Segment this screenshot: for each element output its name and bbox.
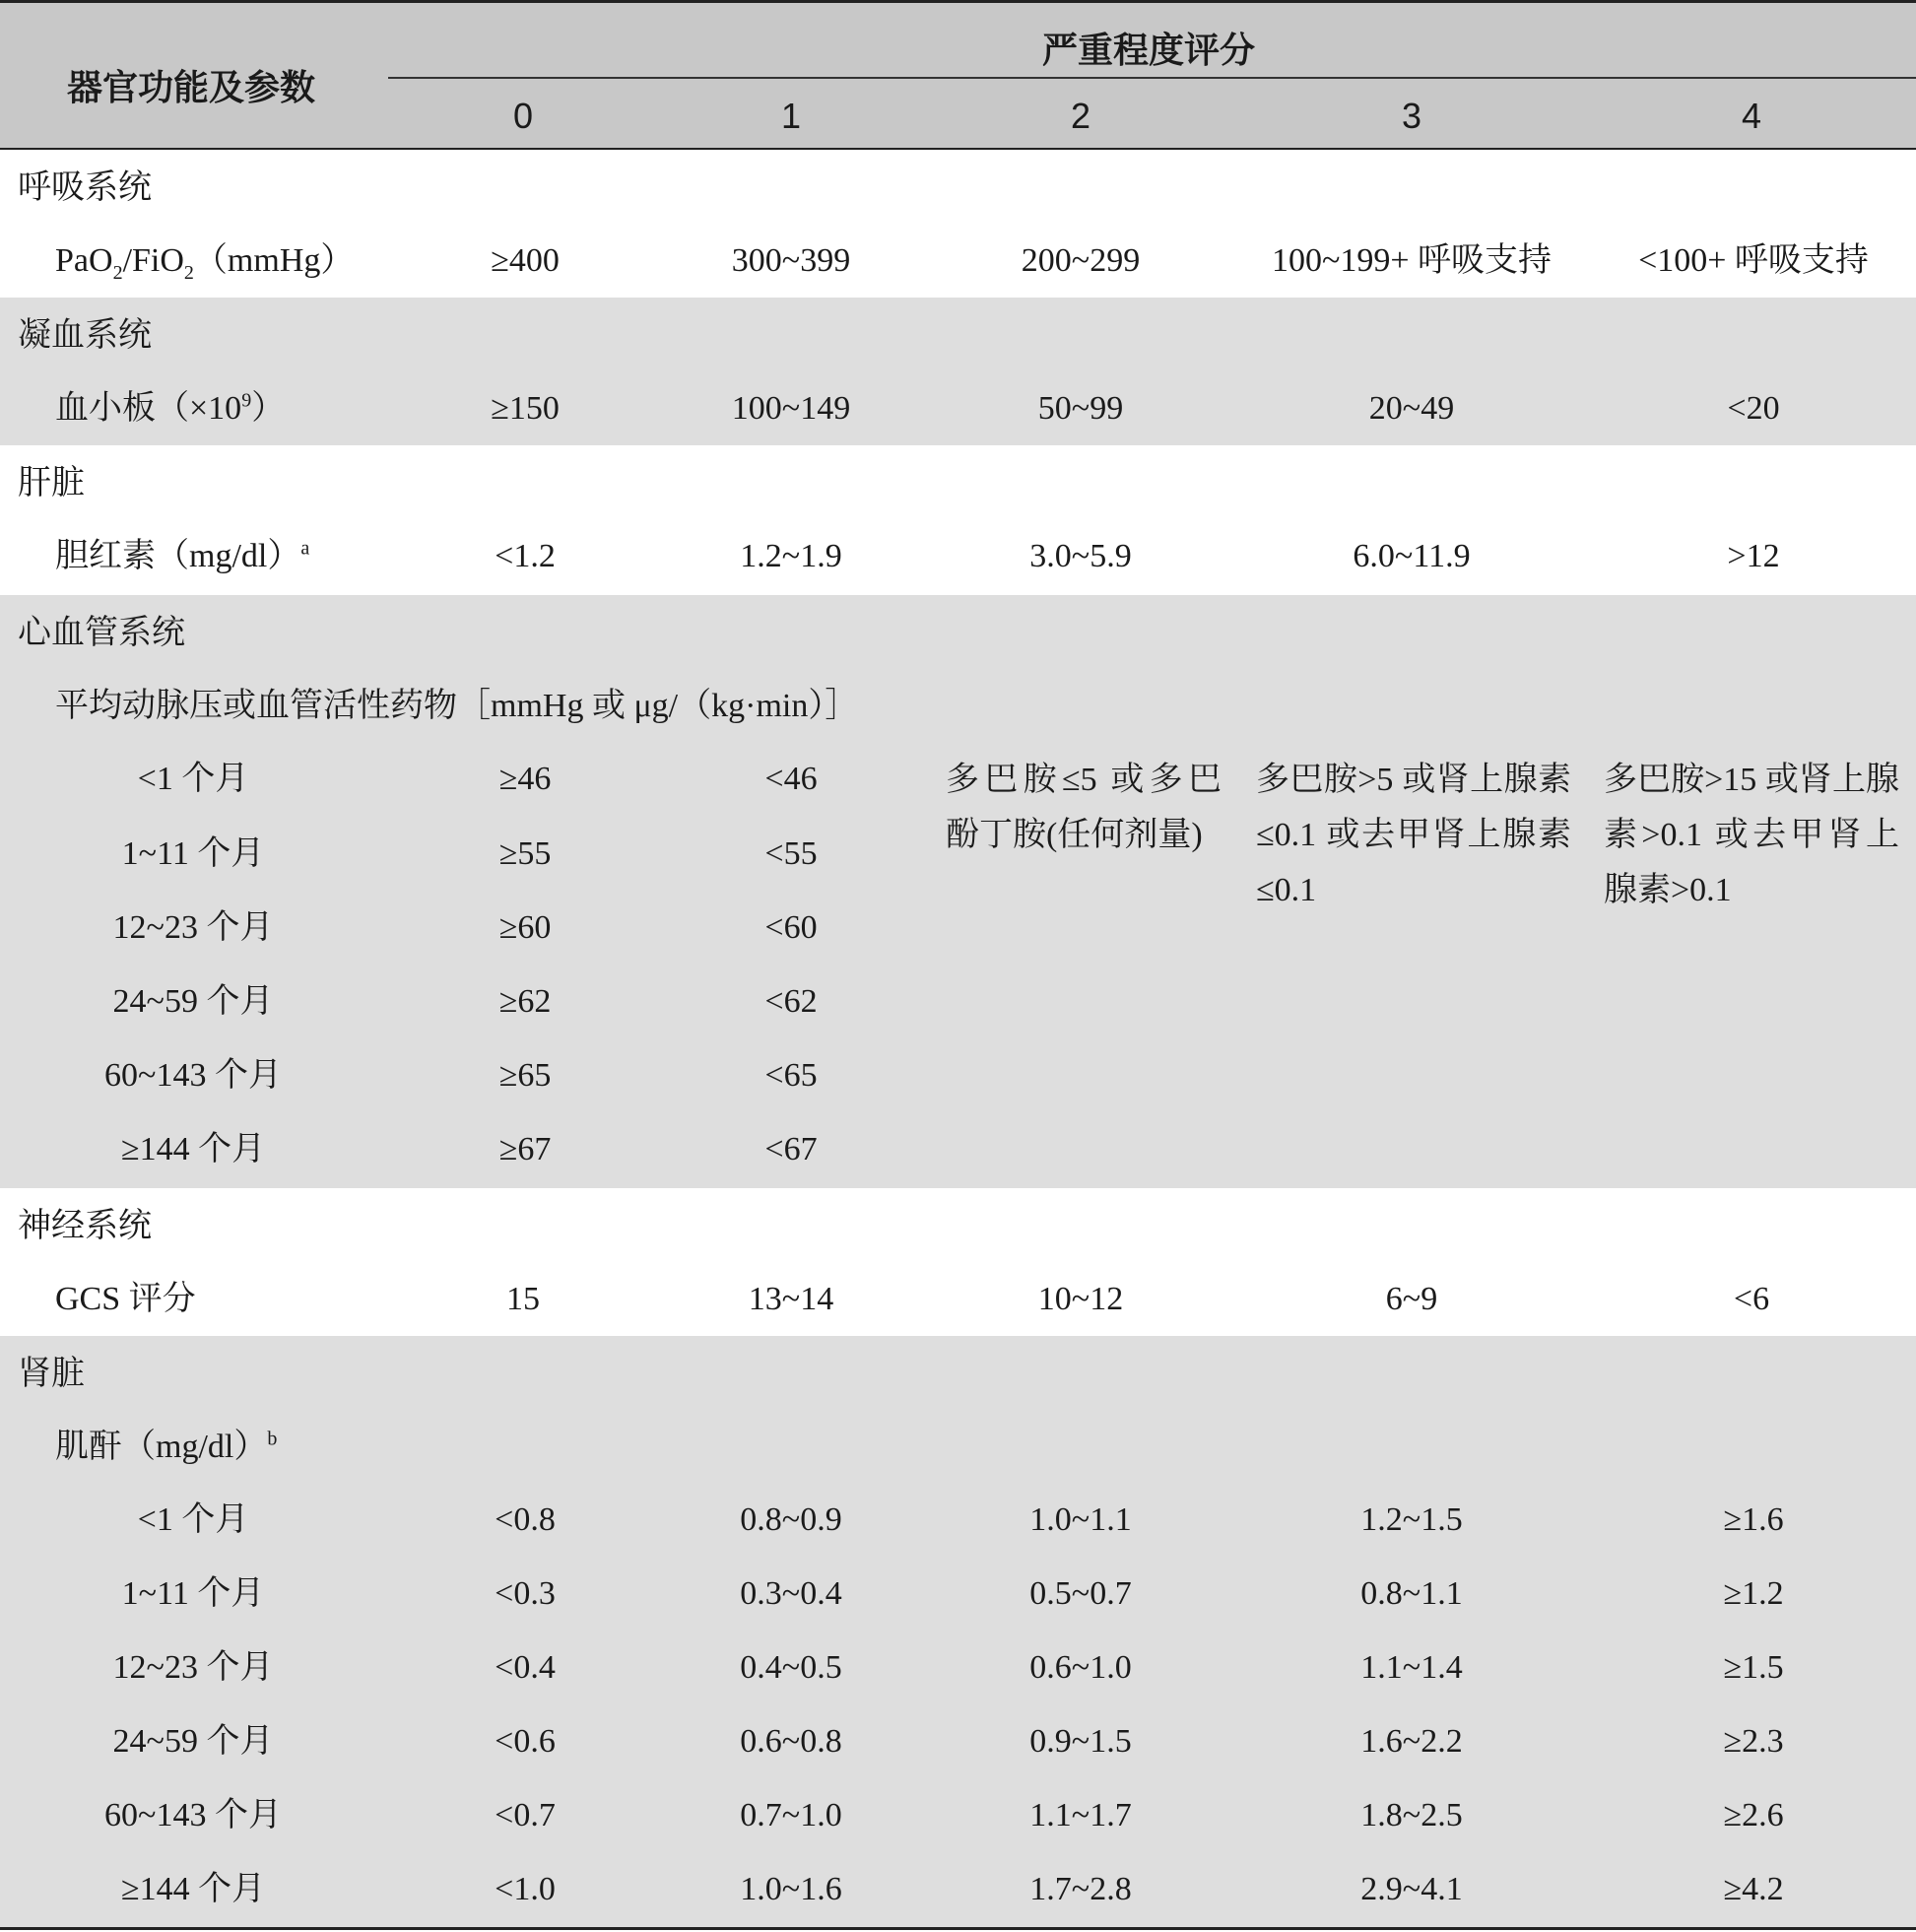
table-cell: 50~99	[1037, 390, 1124, 427]
table-cell: 0.4~0.5	[740, 1649, 842, 1686]
table-cell: ≥65	[498, 1057, 552, 1094]
table-cell: ≥400	[491, 242, 560, 279]
score-group-header: 严重程度评分	[1042, 30, 1256, 70]
table-cell: <1.0	[495, 1871, 556, 1907]
age-label: 24~59 个月	[112, 983, 274, 1020]
table-cell: <0.8	[495, 1501, 556, 1538]
table-cell: <0.4	[495, 1649, 556, 1686]
score-header-4: 4	[1741, 96, 1762, 136]
param-label-creatinine: 肌酐$(mg/dl)^b$	[55, 1428, 278, 1465]
table-cell: 6.0~11.9	[1353, 538, 1471, 574]
table-cell: <100+ 呼吸支持	[1638, 242, 1869, 279]
table-cell: 0.9~1.5	[1029, 1723, 1132, 1760]
table-cell: ≥4.2	[1723, 1871, 1784, 1907]
param-column-header: 器官功能及参数	[67, 67, 316, 107]
group-label-respiratory: 呼吸系统	[18, 169, 152, 206]
table-cell: 1.2~1.5	[1360, 1501, 1463, 1538]
table-cell: 20~49	[1368, 390, 1455, 427]
table-cell: 0.8~0.9	[740, 1501, 842, 1538]
table-cell: <0.6	[495, 1723, 556, 1760]
table-cell: 0.7~1.0	[740, 1797, 842, 1833]
group-label-liver: 肝脏	[18, 465, 85, 501]
table-cell: 0.3~0.4	[740, 1575, 842, 1612]
table-header	[0, 0, 1916, 150]
table-cell: <62	[764, 983, 818, 1020]
table-cell: ≥1.6	[1723, 1501, 1784, 1538]
age-label: 1~11 个月	[121, 1575, 265, 1612]
table-cell: 3.0~5.9	[1029, 538, 1132, 574]
table-cell: ≥55	[498, 835, 552, 872]
table-cell: <46	[764, 761, 818, 797]
table-cell: 13~14	[748, 1281, 834, 1317]
score-header-2: 2	[1070, 96, 1091, 136]
cardio-score-4: 多巴胺>15 或肾上腺素>0.1 或去甲肾上腺素>0.1	[1604, 762, 1899, 908]
liver-section	[0, 445, 1916, 595]
cardiovascular-section	[0, 595, 1916, 1188]
table-bottom-rule	[0, 1927, 1916, 1930]
table-cell: <0.3	[495, 1575, 556, 1612]
age-label: 60~143 个月	[104, 1797, 282, 1833]
table-cell: 1.8~2.5	[1360, 1797, 1463, 1833]
table-cell: <6	[1733, 1281, 1770, 1317]
table-cell: <65	[764, 1057, 818, 1094]
cardio-score-2: 多巴胺≤5 或多巴酚丁胺(任何剂量)	[946, 762, 1222, 853]
table-cell: <20	[1727, 390, 1780, 427]
table-cell: ≥46	[498, 761, 552, 797]
header-divider	[388, 77, 1916, 79]
param-label-platelet: 血小板$(\times 10^9)$	[55, 389, 286, 427]
age-label: 1~11 个月	[121, 835, 265, 872]
table-cell: 1.2~1.9	[740, 538, 842, 574]
table-cell: 0.6~0.8	[740, 1723, 842, 1760]
table-cell: 100~199+ 呼吸支持	[1271, 242, 1553, 279]
neuro-section	[0, 1188, 1916, 1336]
table-cell: ≥62	[498, 983, 552, 1020]
table-cell: ≥2.3	[1723, 1723, 1784, 1760]
table-cell: 0.6~1.0	[1029, 1649, 1132, 1686]
age-label: <1 个月	[137, 761, 249, 797]
table-cell: 100~149	[731, 390, 851, 427]
age-label: 12~23 个月	[112, 1649, 274, 1686]
table-cell: ≥1.5	[1723, 1649, 1784, 1686]
table-cell: 2.9~4.1	[1360, 1871, 1463, 1907]
table-cell: ≥1.2	[1723, 1575, 1784, 1612]
table-cell: ≥67	[498, 1131, 552, 1167]
table-cell: <60	[764, 909, 818, 946]
table-cell: <67	[764, 1131, 818, 1167]
table-cell: 1.1~1.4	[1360, 1649, 1463, 1686]
param-label-gcs: GCS 评分	[55, 1281, 196, 1317]
coagulation-section	[0, 298, 1916, 445]
param-label-pao2-fio2: PaO$_2$/FiO$_2$（mmHg）	[55, 242, 355, 284]
age-label: 60~143 个月	[104, 1057, 282, 1094]
table-cell: ≥2.6	[1723, 1797, 1784, 1833]
table-cell: 300~399	[731, 242, 851, 279]
table-cell: 6~9	[1385, 1281, 1438, 1317]
table-cell: ≥150	[491, 390, 560, 427]
table-cell: 0.5~0.7	[1029, 1575, 1132, 1612]
table-cell: 1.1~1.7	[1029, 1797, 1132, 1833]
score-header-3: 3	[1401, 96, 1422, 136]
age-label: ≥144 个月	[120, 1131, 266, 1167]
table-cell: 15	[506, 1281, 540, 1317]
score-header-1: 1	[780, 96, 802, 136]
param-label-bilirubin: 胆红素$(mg/dl)^a$	[55, 537, 310, 574]
age-label: 24~59 个月	[112, 1723, 274, 1760]
table-cell: 1.7~2.8	[1029, 1871, 1132, 1907]
table-cell: 1.0~1.1	[1029, 1501, 1132, 1538]
table-cell: 200~299	[1021, 242, 1141, 279]
respiratory-section	[0, 150, 1916, 298]
table-cell: 10~12	[1037, 1281, 1124, 1317]
table-cell: 1.6~2.2	[1360, 1723, 1463, 1760]
age-label: <1 个月	[137, 1501, 249, 1538]
group-label-renal: 肾脏	[18, 1356, 85, 1392]
table-cell: 0.8~1.1	[1360, 1575, 1463, 1612]
table-cell: <1.2	[495, 538, 556, 574]
group-label-coagulation: 凝血系统	[18, 317, 152, 354]
cardio-score-3: 多巴胺>5 或肾上腺素≤0.1 或去甲肾上腺素≤0.1	[1256, 762, 1571, 908]
table-cell: <55	[764, 835, 818, 872]
age-label: ≥144 个月	[120, 1871, 266, 1907]
table-cell: ≥60	[498, 909, 552, 946]
renal-section	[0, 1336, 1916, 1927]
group-label-cardiovascular: 心血管系统	[18, 615, 185, 651]
score-header-0: 0	[512, 96, 534, 136]
table-cell: 1.0~1.6	[740, 1871, 842, 1907]
age-label: 12~23 个月	[112, 909, 274, 946]
param-label-map: 平均动脉压或血管活性药物［mmHg 或 μg/（kg·min）］	[55, 688, 859, 724]
table-cell: >12	[1727, 538, 1780, 574]
table-cell: <0.7	[495, 1797, 556, 1833]
group-label-neuro: 神经系统	[18, 1208, 152, 1244]
